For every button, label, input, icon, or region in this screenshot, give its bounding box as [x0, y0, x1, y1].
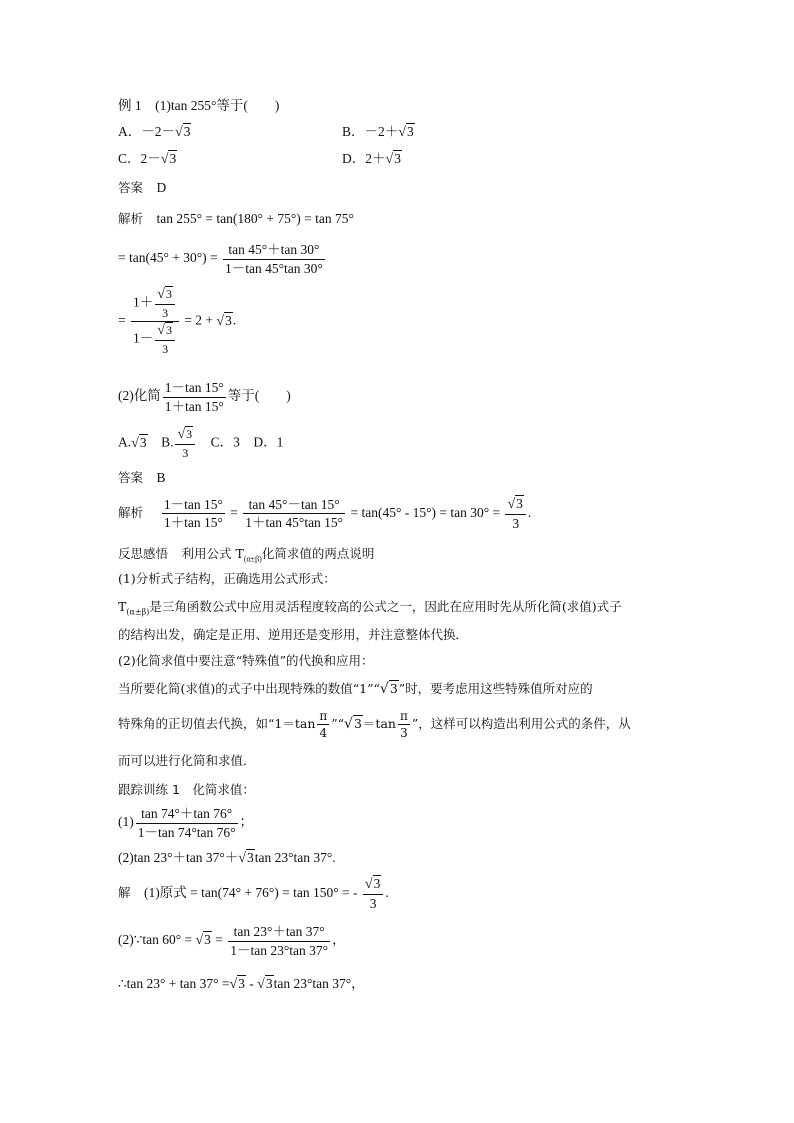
solution-2: (2)∵tan 60° = √3 = $\frac{\tan 23^\circ+\tan 37^\circ}{1-\tan 23^\circ\tan 37^\circ}$ ， — [118, 924, 346, 958]
practice-q2: (2)tan 23°＋tan 37°＋√3tan 23°tan 37°. — [118, 850, 336, 866]
fraction: $\frac{\tan 45^\circ+\tan 30^\circ}{1-\tan 45^\circ\tan 30^\circ}$ — [225, 242, 323, 276]
reflection-p1-a: $T_{(\alpha\pm\beta)}$是三角函数公式中应用灵活程度较高的公式之一，因此在应用时先从所化简(求值)式子 — [118, 599, 622, 617]
reflection-p1-title: (1)分析式子结构，正确选用公式形式： — [118, 571, 336, 586]
reflection-p1-b: 的结构出发，确定是正用、逆用还是变形用，并注意整体代换． — [118, 627, 469, 642]
reflection-p2-b: 特殊角的正切值去代换，如“1＝tan $\frac{\pi}{4}$ ”“√3＝tan $\frac{\pi}{3}$ ”，这样可以构造出利用公式的条件，从 — [118, 709, 631, 740]
option-c: C．2－√3 — [118, 151, 177, 167]
reflection-p2-c: 而可以进行化简和求值． — [118, 753, 256, 768]
answer-2: 答案 B — [118, 470, 166, 485]
reflection-title: 反思感悟 利用公式 $T_{(\alpha\pm\beta)}$化简求值的两点说明 — [118, 546, 375, 564]
analysis-1-step2: = tan(45° + 30°) = $\frac{\tan 45^\circ+\tan 30^\circ}{1-\tan 45^\circ\tan 30^\circ}$ — [118, 242, 323, 276]
part2-options: A.√3 B. $\frac{√3}{3}$ C．3 D．1 — [118, 427, 284, 460]
sqrt-symbol: √3 — [160, 151, 177, 167]
reflection-p2-title: (2)化简求值中要注意“特殊值”的代换和应用： — [118, 653, 374, 668]
sqrt-symbol: √3 — [398, 124, 414, 140]
practice-q1: (1) $\frac{\tan 74^\circ+\tan 76^\circ}{1-\tan 74^\circ\tan 76^\circ}$ ； — [118, 806, 254, 840]
analysis-1-step3: = 1＋ $\frac{√3}{3}$ 1－ $\frac{√3}{3}$ = 2 + √3. — [118, 287, 237, 356]
sqrt-symbol: √3 — [385, 151, 401, 167]
option-b: B．－2＋√3 — [342, 124, 414, 140]
practice-title: 跟踪训练 1 化简求值： — [118, 782, 255, 797]
analysis-2: 解析 $\frac{1-\tan 15^\circ}{1+\tan 15^\circ}$ = $\frac{\tan 45^\circ-\tan 15^\circ}{1+\tan 45^\circ\tan 15^\circ}$ = tan(45° - 15°) = tan 30° = $\frac{√3}{3}$ . — [118, 496, 532, 531]
option-d: D．2＋√3 — [342, 151, 401, 167]
solution-3: ∴tan 23° + tan 37° =√3 - √3tan 23°tan 37°， — [118, 976, 365, 992]
compound-fraction: 1＋ $\frac{√3}{3}$ 1－ $\frac{√3}{3}$ — [131, 288, 179, 355]
solution-1: 解 (1)原式 = tan(74° + 76°) = tan 150° = - $\frac{√3}{3}$ . — [118, 876, 389, 911]
sqrt-symbol: √3 — [175, 124, 191, 140]
option-a: A．－2－√3 — [118, 124, 191, 140]
answer-1: 答案 D — [118, 180, 167, 195]
analysis-1-step1: 解析 tan 255° = tan(180° + 75°) = tan 75° — [118, 211, 354, 226]
example1-title: 例 1 (1)tan 255°等于( ) — [118, 98, 280, 113]
reflection-p2-a: 当所要化简(求值)的式子中出现特殊的数值“1”“√3”时，要考虑用这些特殊值所对应的 — [118, 681, 593, 697]
fraction: $\frac{1-\tan 15^\circ}{1+\tan 15^\circ}$ — [164, 380, 224, 414]
part2-question: (2)化简 $\frac{1-\tan 15^\circ}{1+\tan 15^\circ}$ 等于( ) — [118, 380, 291, 414]
